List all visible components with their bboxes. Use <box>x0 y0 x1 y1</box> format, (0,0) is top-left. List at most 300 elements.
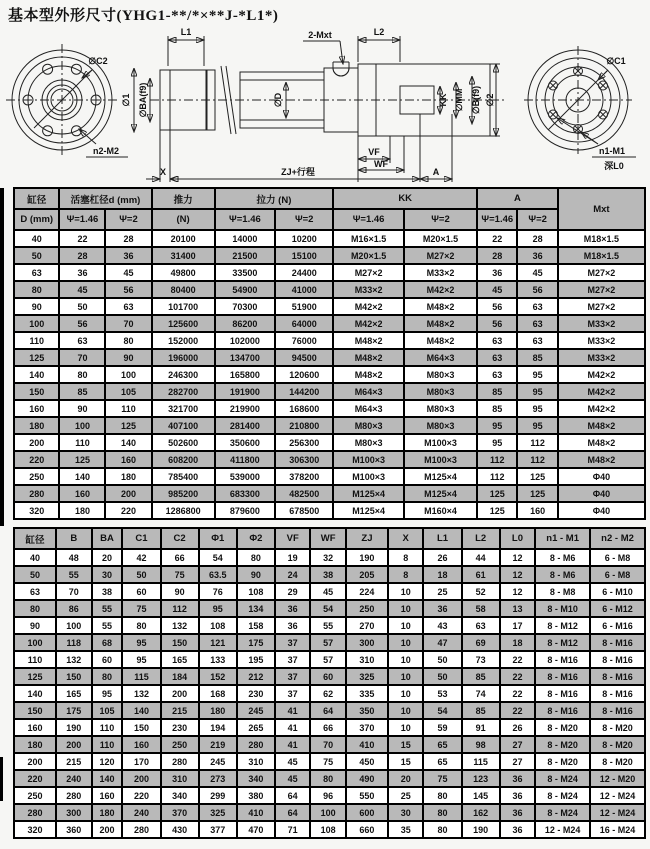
table-header-row <box>14 188 645 209</box>
dim-label-2mxt: 2-Mxt <box>308 30 332 40</box>
table-cell: 57 <box>310 651 345 668</box>
table-cell: 200 <box>122 770 160 787</box>
table-cell: 112 <box>517 434 557 451</box>
table-cell: M27×2 <box>558 264 645 281</box>
table-cell: 125 <box>517 468 557 485</box>
table-cell: 118 <box>56 634 91 651</box>
table-cell: 219900 <box>215 400 276 417</box>
table-cell: 12 - M24 <box>590 804 645 821</box>
table-cell: 45 <box>275 753 310 770</box>
table-cell: 8 <box>388 549 423 566</box>
table-cell: 45 <box>517 264 557 281</box>
table-cell: 370 <box>161 804 199 821</box>
table-cell: M80×3 <box>404 400 477 417</box>
table-cell: 54 <box>199 549 237 566</box>
table-cell: 65 <box>423 753 461 770</box>
table-cell: 270 <box>346 617 388 634</box>
table-cell: 134700 <box>215 349 276 366</box>
table-cell: M125×4 <box>404 485 477 502</box>
table-cell: 256300 <box>275 434 333 451</box>
table-cell: 36 <box>517 247 557 264</box>
table-cell: 10200 <box>275 230 333 247</box>
table-cell: 8 - M6 <box>535 549 590 566</box>
table-cell: 123 <box>462 770 500 787</box>
table-cell: 168 <box>199 685 237 702</box>
table-cell: Φ40 <box>558 485 645 502</box>
table-cell: 102000 <box>215 332 276 349</box>
table-cell: 985200 <box>152 485 215 502</box>
table-cell: 43 <box>423 617 461 634</box>
table-cell: 150 <box>122 719 160 736</box>
table-row <box>14 719 645 736</box>
header-psi-2: Ψ=2 <box>404 209 477 230</box>
table-cell: 115 <box>462 753 500 770</box>
table-cell: 91 <box>462 719 500 736</box>
table-row <box>14 332 645 349</box>
table-cell: 133 <box>199 651 237 668</box>
table-cell: 80 <box>310 770 345 787</box>
table-cell: 45 <box>275 770 310 787</box>
table-cell: 170 <box>122 753 160 770</box>
table-cell: 28 <box>517 230 557 247</box>
table-cell: 20 <box>388 770 423 787</box>
table-cell: 70 <box>105 315 151 332</box>
table-cell: 132 <box>122 685 160 702</box>
table-cell: 70 <box>56 583 91 600</box>
table-cell: M33×2 <box>333 281 404 298</box>
table-cell: 230 <box>237 685 275 702</box>
table-cell: 56 <box>105 281 151 298</box>
header-13: L0 <box>500 528 535 549</box>
table-cell: 158 <box>237 617 275 634</box>
table-cell: 8 - M20 <box>535 753 590 770</box>
table-cell: 59 <box>423 719 461 736</box>
table-row <box>14 485 645 502</box>
table-row <box>14 685 645 702</box>
table-cell: 45 <box>310 583 345 600</box>
table-cell: 678500 <box>275 502 333 519</box>
table-cell: 190 <box>56 719 91 736</box>
table-cell: 18 <box>423 566 461 583</box>
table-cell: 8 - M16 <box>535 702 590 719</box>
header-9: ZJ <box>346 528 388 549</box>
table-cell: 200 <box>14 753 56 770</box>
dim-label-baf9: ∅BA(f9) <box>138 82 148 118</box>
header-11: L1 <box>423 528 461 549</box>
header-bore-sub: D (mm) <box>14 209 59 230</box>
table-cell: 8 - M16 <box>590 685 645 702</box>
table-cell: 63 <box>59 332 105 349</box>
table-cell: 180 <box>105 468 151 485</box>
table-cell: 212 <box>237 668 275 685</box>
table-cell: M80×3 <box>404 366 477 383</box>
table-cell: 62 <box>310 685 345 702</box>
table-cell: 12 - M20 <box>590 770 645 787</box>
table-cell: 8 - M6 <box>535 566 590 583</box>
table-cell: 26 <box>423 549 461 566</box>
table-cell: 110 <box>92 736 123 753</box>
dim-label-bore-d: ∅D <box>273 92 283 108</box>
table-cell: 281400 <box>215 417 276 434</box>
table-cell: 150 <box>56 668 91 685</box>
table-cell: M18×1.5 <box>558 247 645 264</box>
table-cell: 160 <box>59 485 105 502</box>
rear-flange-end-view <box>6 44 128 157</box>
table-cell: 6 - M12 <box>590 600 645 617</box>
table-cell: 210800 <box>275 417 333 434</box>
table-cell: 321700 <box>152 400 215 417</box>
table-header-row <box>14 528 645 549</box>
table-cell: 95 <box>517 366 557 383</box>
table-cell: 8 - M10 <box>535 600 590 617</box>
table-cell: 38 <box>92 583 123 600</box>
dim-label-l2: L2 <box>373 27 385 37</box>
table-cell: 134 <box>237 600 275 617</box>
table-cell: 140 <box>92 770 123 787</box>
table-cell: M42×2 <box>558 383 645 400</box>
table-cell: 140 <box>14 366 59 383</box>
table-cell: 410 <box>346 736 388 753</box>
table-cell: 8 - M20 <box>590 753 645 770</box>
table-cell: 8 - M16 <box>535 668 590 685</box>
table-cell: 15 <box>388 753 423 770</box>
table-row <box>14 634 645 651</box>
table-cell: 246300 <box>152 366 215 383</box>
table-cell: 95 <box>122 651 160 668</box>
table-cell: 224 <box>346 583 388 600</box>
table-cell: 90 <box>161 583 199 600</box>
table-cell: 56 <box>59 315 105 332</box>
header-pull: 拉力 (N) <box>215 188 334 209</box>
header-psi-2: Ψ=2 <box>517 209 557 230</box>
table-cell: 180 <box>14 417 59 434</box>
table-cell: 125 <box>14 668 56 685</box>
table-row <box>14 753 645 770</box>
table-cell: M16×1.5 <box>333 230 404 247</box>
table-cell: 95 <box>517 400 557 417</box>
header-12: L2 <box>462 528 500 549</box>
table-cell: M42×2 <box>404 281 477 298</box>
table-cell: 105 <box>105 383 151 400</box>
table-cell: 36 <box>500 821 535 838</box>
mounting-table-wrapper <box>13 527 646 839</box>
table-row <box>14 349 645 366</box>
table-cell: 125 <box>477 485 517 502</box>
table-cell: 50 <box>423 651 461 668</box>
table-cell: 350600 <box>215 434 276 451</box>
table-cell: 144200 <box>275 383 333 400</box>
table-cell: 205 <box>346 566 388 583</box>
table-cell: 101700 <box>152 298 215 315</box>
table-row <box>14 549 645 566</box>
table-cell: 407100 <box>152 417 215 434</box>
dim-label-phi1: ∅1 <box>121 93 131 107</box>
table-cell: 265 <box>237 719 275 736</box>
header-kk: KK <box>333 188 477 209</box>
table-row <box>14 383 645 400</box>
table-cell: 90 <box>59 400 105 417</box>
table-header-row <box>14 209 645 230</box>
table-cell: M80×3 <box>333 417 404 434</box>
table-cell: 280 <box>161 753 199 770</box>
table-row <box>14 668 645 685</box>
table-cell: 75 <box>310 753 345 770</box>
table-cell: 8 - M24 <box>535 787 590 804</box>
table-cell: 80 <box>14 281 59 298</box>
table-cell: 85 <box>477 400 517 417</box>
dim-label-phi2: ∅2 <box>485 93 495 107</box>
table-cell: 320 <box>14 821 56 838</box>
table-cell: 36 <box>477 264 517 281</box>
table-cell: 306300 <box>275 451 333 468</box>
table-cell: 600 <box>346 804 388 821</box>
table-row <box>14 787 645 804</box>
table-cell: 52 <box>462 583 500 600</box>
table-cell: 785400 <box>152 468 215 485</box>
table-cell: 8 - M16 <box>590 651 645 668</box>
table-cell: 95 <box>122 634 160 651</box>
table-cell: 20 <box>92 549 123 566</box>
header-psi-146: Ψ=1.46 <box>215 209 276 230</box>
table-cell: 108 <box>237 583 275 600</box>
table-cell: 63 <box>477 366 517 383</box>
table-cell: 85 <box>59 383 105 400</box>
table-cell: 80 <box>122 617 160 634</box>
table-cell: 63 <box>477 332 517 349</box>
table-cell: 220 <box>14 451 59 468</box>
table-cell: 250 <box>14 787 56 804</box>
header-15: n2 - M2 <box>590 528 645 549</box>
table-cell: 63 <box>517 332 557 349</box>
table-cell: 165800 <box>215 366 276 383</box>
table-cell: 145 <box>462 787 500 804</box>
table-cell: 125 <box>517 485 557 502</box>
table-cell: 160 <box>105 451 151 468</box>
table-cell: 10 <box>388 685 423 702</box>
table-cell: 15100 <box>275 247 333 264</box>
table-cell: M33×2 <box>558 349 645 366</box>
table-cell: 140 <box>105 434 151 451</box>
table-cell: 108 <box>199 617 237 634</box>
table-cell: 110 <box>14 332 59 349</box>
table-cell: 55 <box>92 617 123 634</box>
header-14: n1 - M1 <box>535 528 590 549</box>
table-cell: 47 <box>423 634 461 651</box>
table-cell: 50 <box>14 247 59 264</box>
table-cell: 175 <box>237 634 275 651</box>
table-cell: 380 <box>237 787 275 804</box>
table-cell: 879600 <box>215 502 276 519</box>
table-cell: 430 <box>161 821 199 838</box>
table-row <box>14 230 645 247</box>
table-cell: 539000 <box>215 468 276 485</box>
header-3: C1 <box>122 528 160 549</box>
header-1: B <box>56 528 91 549</box>
table-cell: 140 <box>122 702 160 719</box>
table-cell: 22 <box>500 668 535 685</box>
table-cell: 10 <box>388 668 423 685</box>
table-cell: 12 - M24 <box>535 821 590 838</box>
table-cell: 74 <box>462 685 500 702</box>
table-cell: 10 <box>388 719 423 736</box>
table-cell: 6 - M10 <box>590 583 645 600</box>
table-row <box>14 651 645 668</box>
table-cell: 80 <box>92 668 123 685</box>
table-cell: 6 - M8 <box>590 549 645 566</box>
table-cell: 10 <box>388 702 423 719</box>
table-cell: 125600 <box>152 315 215 332</box>
dim-label-bf9: ∅B(f9) <box>471 85 481 115</box>
header-psi-146: Ψ=1.46 <box>333 209 404 230</box>
table-cell: 165 <box>56 685 91 702</box>
dim-label-kk: KK <box>438 93 448 107</box>
table-cell: 105 <box>92 702 123 719</box>
table-cell: 80 <box>423 821 461 838</box>
table-cell: 22 <box>500 702 535 719</box>
table-cell: 191900 <box>215 383 276 400</box>
table-cell: 280 <box>14 804 56 821</box>
table-cell: 49800 <box>152 264 215 281</box>
technical-drawing <box>0 22 650 184</box>
table-cell: 55 <box>56 566 91 583</box>
table-cell: 32 <box>310 549 345 566</box>
table-cell: 36 <box>59 264 105 281</box>
table-row <box>14 315 645 332</box>
table-cell: 55 <box>92 600 123 617</box>
table-row <box>14 821 645 838</box>
scan-artifact <box>0 188 4 526</box>
table-cell: 299 <box>199 787 237 804</box>
table-cell: 65 <box>423 736 461 753</box>
table-cell: 95 <box>199 600 237 617</box>
table-cell: 8 - M16 <box>590 668 645 685</box>
header-psi-146: Ψ=1.46 <box>59 209 105 230</box>
table-cell: 160 <box>14 400 59 417</box>
table-cell: 70 <box>59 349 105 366</box>
table-cell: 190 <box>346 549 388 566</box>
table-cell: 490 <box>346 770 388 787</box>
table-cell: 64000 <box>275 315 333 332</box>
table-cell: 58 <box>462 600 500 617</box>
table-cell: 41 <box>275 702 310 719</box>
table-cell: M33×2 <box>558 315 645 332</box>
table-cell: 38 <box>310 566 345 583</box>
table-cell: 132 <box>56 651 91 668</box>
table-row <box>14 366 645 383</box>
table-cell: M125×4 <box>333 485 404 502</box>
table-cell: M33×2 <box>404 264 477 281</box>
table-row <box>14 702 645 719</box>
table-cell: 300 <box>56 804 91 821</box>
table-cell: 42 <box>122 549 160 566</box>
table-cell: 12 <box>500 583 535 600</box>
table-cell: 30 <box>388 804 423 821</box>
table-cell: 36 <box>500 770 535 787</box>
table-cell: 550 <box>346 787 388 804</box>
table-row <box>14 583 645 600</box>
header-a: A <box>477 188 558 209</box>
table-cell: 8 - M12 <box>535 617 590 634</box>
table-cell: 320 <box>14 502 59 519</box>
table-cell: 10 <box>388 583 423 600</box>
table-cell: 6 - M8 <box>590 566 645 583</box>
table-cell: 219 <box>199 736 237 753</box>
table-cell: 12 <box>500 566 535 583</box>
table-cell: 140 <box>14 685 56 702</box>
table-cell: M48×2 <box>558 451 645 468</box>
table-cell: 26 <box>500 719 535 736</box>
dimensions-table-mounting <box>13 527 646 839</box>
table-cell: 8 - M12 <box>535 634 590 651</box>
table-row <box>14 451 645 468</box>
table-cell: 8 - M20 <box>590 736 645 753</box>
table-cell: 28 <box>477 247 517 264</box>
table-cell: 215 <box>56 753 91 770</box>
table-cell: 280 <box>122 821 160 838</box>
force-table-wrapper <box>13 187 646 520</box>
table-cell: 14000 <box>215 230 276 247</box>
table-cell: 160 <box>92 787 123 804</box>
table-cell: 60 <box>122 583 160 600</box>
table-cell: 63 <box>477 349 517 366</box>
table-cell: 683300 <box>215 485 276 502</box>
table-cell: 180 <box>92 804 123 821</box>
table-cell: 50 <box>59 298 105 315</box>
table-cell: 98 <box>462 736 500 753</box>
table-cell: M64×3 <box>333 400 404 417</box>
table-cell: 8 - M8 <box>535 583 590 600</box>
table-cell: M125×4 <box>333 502 404 519</box>
table-cell: 45 <box>59 281 105 298</box>
table-cell: 54900 <box>215 281 276 298</box>
table-cell: 162 <box>462 804 500 821</box>
table-cell: 200 <box>14 434 59 451</box>
table-cell: 53 <box>423 685 461 702</box>
table-cell: M48×2 <box>558 417 645 434</box>
table-cell: 8 - M16 <box>590 702 645 719</box>
table-cell: M18×1.5 <box>558 230 645 247</box>
table-cell: 96 <box>310 787 345 804</box>
table-cell: M48×2 <box>333 366 404 383</box>
table-cell: 150 <box>14 383 59 400</box>
table-cell: 245 <box>237 702 275 719</box>
table-cell: 55 <box>310 617 345 634</box>
table-cell: 64 <box>310 702 345 719</box>
table-cell: 8 - M16 <box>590 634 645 651</box>
table-cell: 15 <box>388 736 423 753</box>
table-cell: 340 <box>161 787 199 804</box>
table-cell: 245 <box>199 753 237 770</box>
table-cell: 100 <box>14 634 56 651</box>
table-cell: M33×2 <box>558 332 645 349</box>
table-cell: 502600 <box>152 434 215 451</box>
table-cell: M42×2 <box>333 298 404 315</box>
table-cell: 41000 <box>275 281 333 298</box>
table-cell: 36 <box>275 617 310 634</box>
table-cell: 22 <box>477 230 517 247</box>
table-cell: 16 - M24 <box>590 821 645 838</box>
table-cell: 95 <box>517 417 557 434</box>
table-cell: 86200 <box>215 315 276 332</box>
table-cell: 63 <box>517 315 557 332</box>
table-cell: 37 <box>275 685 310 702</box>
table-cell: 175 <box>56 702 91 719</box>
table-cell: M100×3 <box>333 451 404 468</box>
dim-label-n1m1: n1-M1 <box>598 146 626 156</box>
table-cell: 200 <box>92 821 123 838</box>
table-cell: 57 <box>310 634 345 651</box>
table-cell: 85 <box>462 702 500 719</box>
